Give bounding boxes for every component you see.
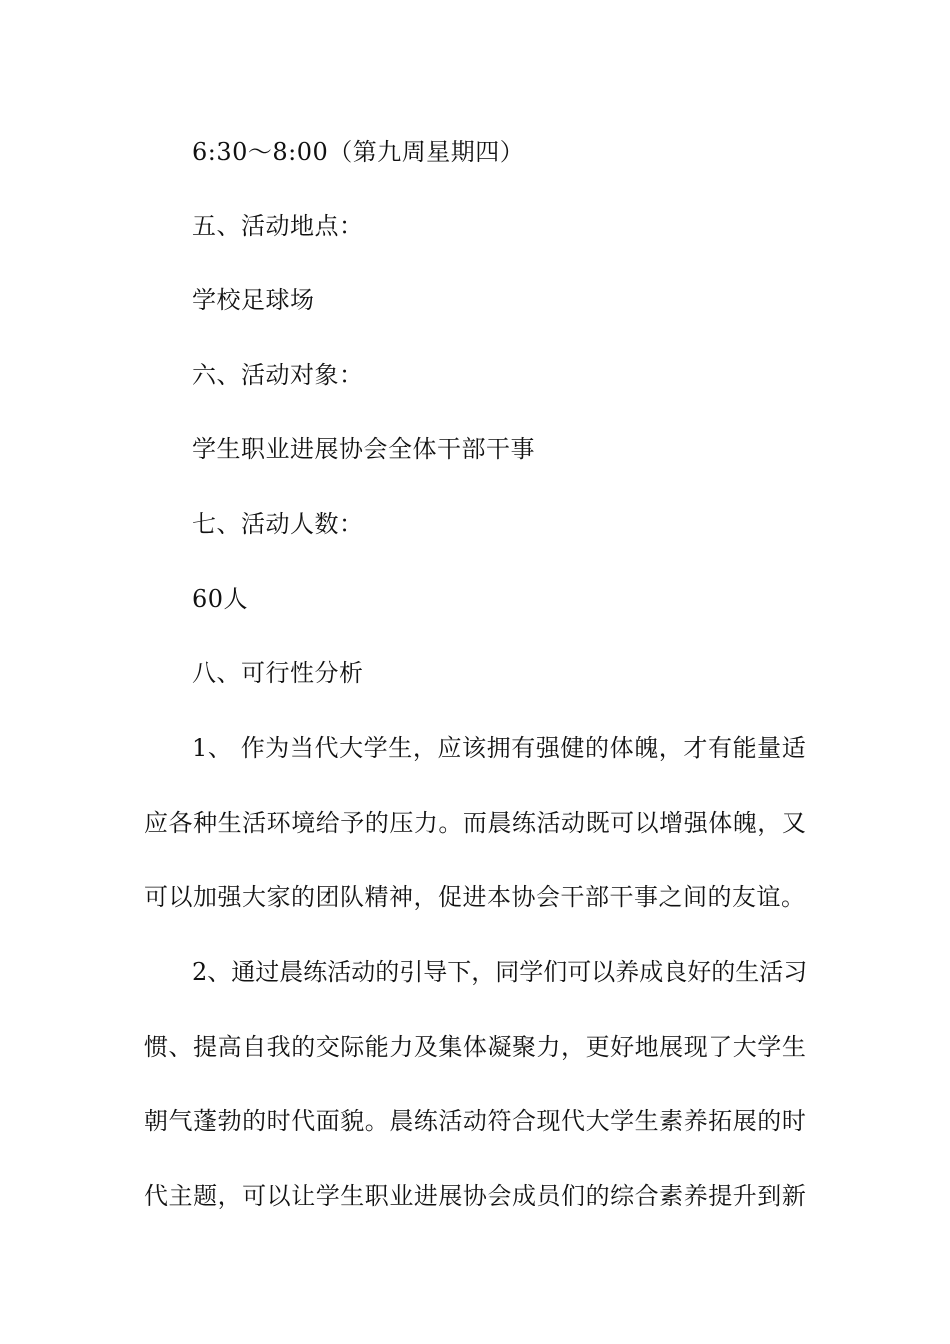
section-heading-location: 五、活动地点： [192,212,364,240]
paragraph-2-line-4: 代 主 题 ， 可 以 让 学 生 职 业 进 展 协 会 成 员 们 的 综 合 素 养 提 升 到 新 [144,1182,806,1210]
section-heading-audience: 六、活动对象： [192,361,364,389]
section-heading-feasibility: 八、可行性分析 [192,659,364,687]
paragraph-2-line-3: 朝 气 蓬 勃 的 时 代 面 貌 。 晨 练 活 动 符 合 现 代 大 学 生 素 养 拓 展 的 时 [144,1107,806,1135]
schedule-time: 6:30～8:00（第九周星期四） [192,138,525,166]
paragraph-2-line-2: 惯 、 提 高 自 我 的 交 际 能 力 及 集 体 凝 聚 力 ， 更 好 地 展 现 了 大 学 生 [144,1033,806,1061]
paragraph-2-line-1: 2 、 通 过 晨 练 活 动 的 引 导 下 ， 同 学 们 可 以 养 成 良 好 的 生 活 习 [192,958,808,986]
audience-text: 学生职业进展协会全体干部干事 [192,435,535,463]
section-heading-headcount: 七、活动人数： [192,510,364,538]
headcount-text: 60人 [192,585,249,613]
paragraph-1-line-2: 应 各 种 生 活 环 境 给 予 的 压 力 。 而 晨 练 活 动 既 可 以 增 强 体 魄 ， 又 [144,809,806,837]
location-text: 学校足球场 [192,286,315,314]
paragraph-1-line-1: 1 、 作 为 当 代 大 学 生 ， 应 该 拥 有 强 健 的 体 魄 ， 才 有 能 量 适 [192,734,806,762]
paragraph-1-line-3: 可以加强大家的团队精神，促进本协会干部干事之间的友谊。 [144,883,806,911]
